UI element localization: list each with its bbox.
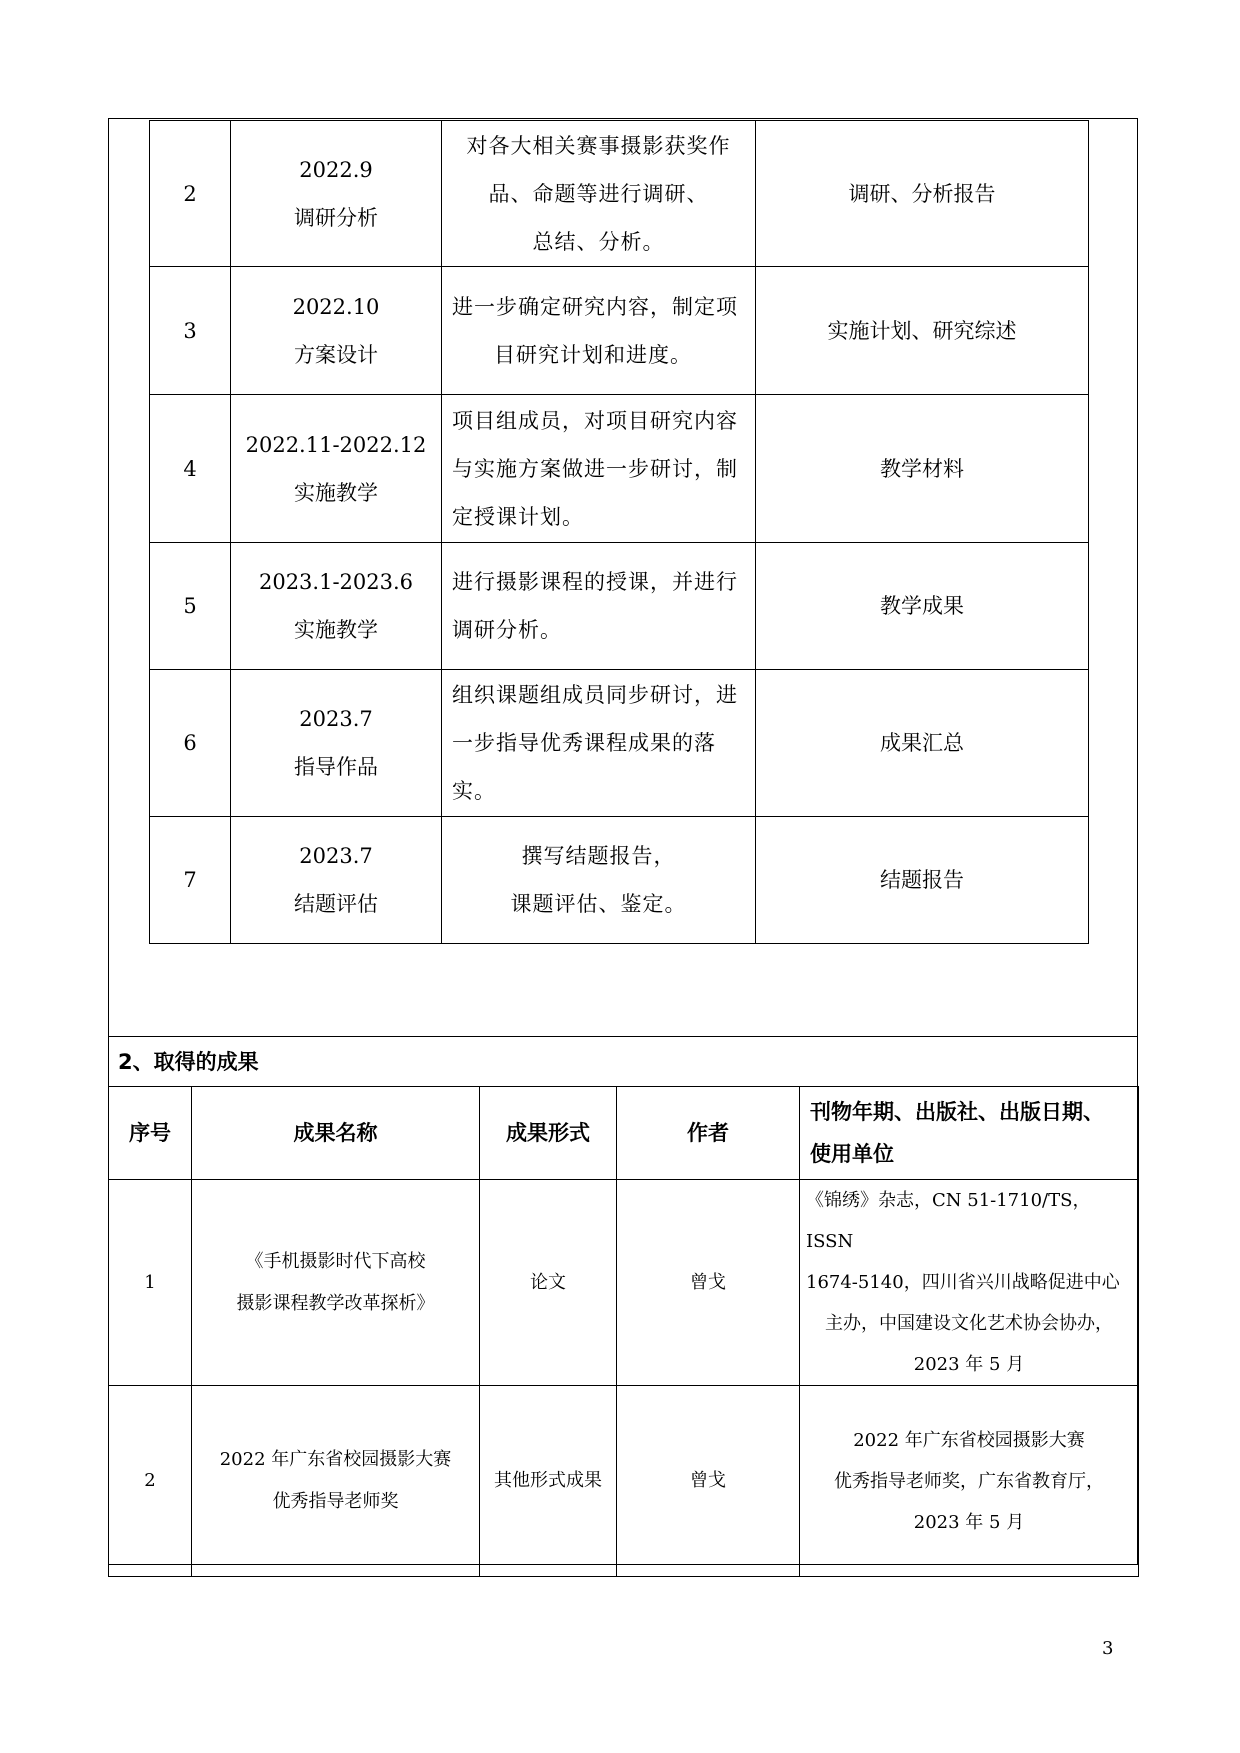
plan-row (150, 670, 1089, 817)
achievement-no: 1 (109, 1180, 192, 1386)
achievement-no: 2 (109, 1386, 192, 1577)
plan-no: 3 (150, 267, 231, 395)
achievement-publication: 《锦绣》杂志，CN 51-1710/TS，ISSN 1674-5140，四川省兴川战略促进中心 主办，中国建设文化艺术协会协办， 2023 年 5 月 (800, 1180, 1139, 1386)
header-publication: 刊物年期、出版社、出版日期、 使用单位 (800, 1087, 1139, 1180)
plan-period (231, 543, 442, 670)
header-name: 成果名称 (192, 1087, 480, 1180)
plan-date: 2023.7 (299, 844, 373, 868)
table-header-row (109, 1087, 1139, 1180)
plan-result: 调研、分析报告 (756, 121, 1089, 267)
table-row (109, 1180, 1139, 1386)
section-title: 2、取得的成果 (108, 1036, 1138, 1087)
plan-content: 进一步确定研究内容，制定项 目研究计划和进度。 (442, 267, 756, 395)
achievement-name: 2022 年广东省校园摄影大赛 优秀指导老师奖 (192, 1386, 480, 1577)
achievement-publication: 2022 年广东省校园摄影大赛 优秀指导老师奖，广东省教育厅， 2023 年 5 月 (800, 1386, 1139, 1577)
plan-content: 对各大相关赛事摄影获奖作 品、命题等进行调研、 总结、分析。 (442, 121, 756, 267)
header-no: 序号 (109, 1087, 192, 1180)
plan-content: 组织课题组成员同步研讨，进 一步指导优秀课程成果的落 实。 (442, 670, 756, 817)
plan-date: 2023.7 (299, 707, 373, 731)
plan-stage: 方案设计 (294, 342, 378, 367)
plan-no: 6 (150, 670, 231, 817)
plan-row (150, 395, 1089, 543)
plan-content: 撰写结题报告， 课题评估、鉴定。 (442, 817, 756, 944)
achievements-table (108, 1086, 1139, 1577)
achievement-name: 《手机摄影时代下高校 摄影课程教学改革探析》 (192, 1180, 480, 1386)
header-author: 作者 (617, 1087, 800, 1180)
plan-stage: 实施教学 (294, 480, 378, 505)
plan-result: 结题报告 (756, 817, 1089, 944)
plan-stage: 实施教学 (294, 618, 378, 642)
plan-content: 项目组成员，对项目研究内容 与实施方案做进一步研讨，制 定授课计划。 (442, 395, 756, 543)
table-row (109, 1386, 1139, 1577)
plan-result: 实施计划、研究综述 (756, 267, 1089, 395)
plan-date: 2022.10 (292, 294, 380, 319)
page-number: 3 (1102, 1638, 1114, 1659)
plan-row (150, 267, 1089, 395)
plan-period (231, 395, 442, 543)
plan-period (231, 817, 442, 944)
plan-row (150, 817, 1089, 944)
achievement-form: 论文 (480, 1180, 617, 1386)
plan-date: 2022.9 (299, 157, 373, 182)
plan-content: 进行摄影课程的授课，并进行 调研分析。 (442, 543, 756, 670)
plan-period (231, 670, 442, 817)
achievement-author: 曾戈 (617, 1180, 800, 1386)
plan-period (231, 267, 442, 395)
plan-period (231, 121, 442, 267)
plan-stage: 指导作品 (294, 755, 378, 779)
plan-no: 7 (150, 817, 231, 944)
plan-result: 教学成果 (756, 543, 1089, 670)
plan-no: 5 (150, 543, 231, 670)
plan-result: 成果汇总 (756, 670, 1089, 817)
plan-row (150, 121, 1089, 267)
plan-no: 4 (150, 395, 231, 543)
achievement-form: 其他形式成果 (480, 1386, 617, 1577)
research-plan-table (149, 120, 1089, 944)
plan-stage: 调研分析 (294, 205, 378, 230)
plan-row (150, 543, 1089, 670)
plan-stage: 结题评估 (294, 892, 378, 916)
plan-result: 教学材料 (756, 395, 1089, 543)
plan-date: 2022.11-2022.12 (245, 432, 427, 457)
plan-date: 2023.1-2023.6 (258, 570, 414, 594)
plan-no: 2 (150, 121, 231, 267)
achievement-author: 曾戈 (617, 1386, 800, 1577)
header-form: 成果形式 (480, 1087, 617, 1180)
